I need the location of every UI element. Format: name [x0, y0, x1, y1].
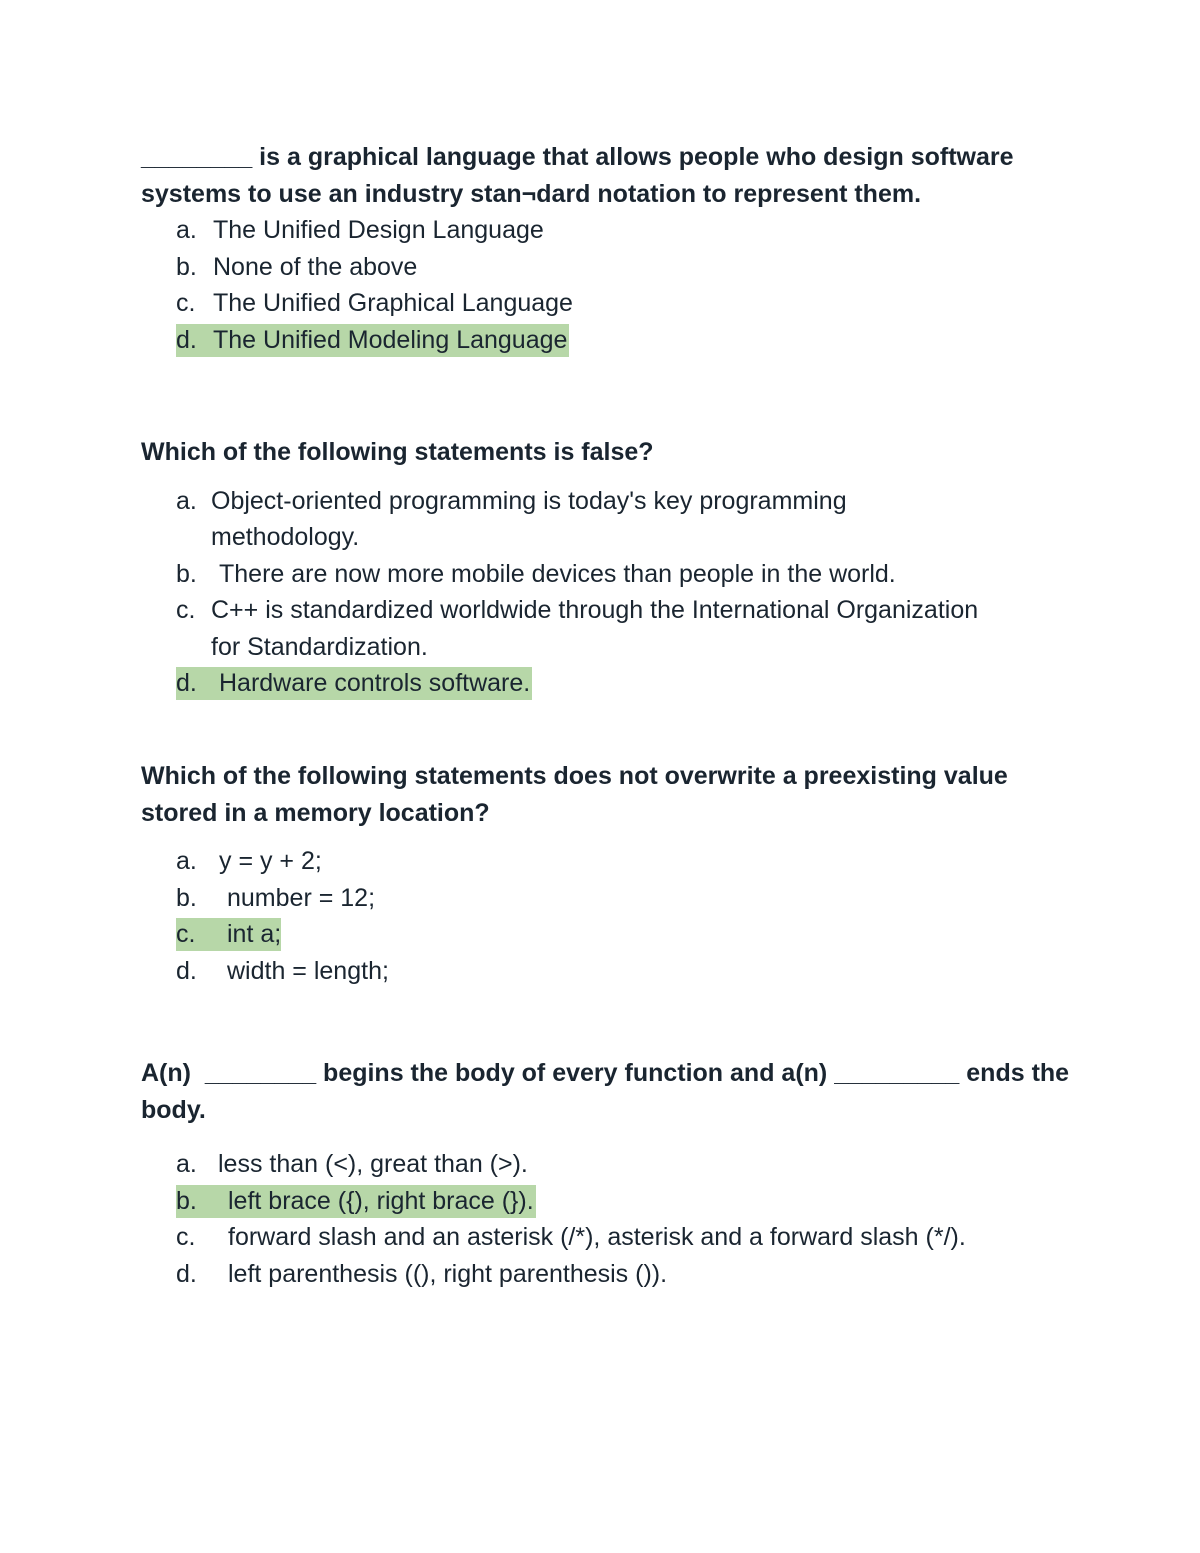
answer-option-a [141, 212, 1071, 249]
option-text: Hardware controls software. [219, 669, 531, 697]
option-marker: b. [176, 559, 197, 588]
question-4 [141, 1055, 1077, 1292]
option-marker: b. [176, 252, 197, 281]
answer-options [141, 212, 1071, 358]
option-text: The Unified Modeling Language [213, 325, 568, 354]
option-marker: d. [176, 325, 197, 354]
option-text: width = length; [227, 956, 389, 985]
question-3 [141, 758, 1071, 989]
answer-option-c [141, 1219, 1071, 1256]
option-marker: d. [176, 669, 197, 697]
answer-option-a [141, 483, 1071, 556]
answer-option-a [141, 843, 1071, 880]
option-marker: c. [176, 1223, 196, 1251]
answer-option-b [141, 249, 1071, 286]
option-marker: d. [176, 956, 197, 985]
option-marker: a. [176, 486, 197, 515]
option-text: less than (<), great than (>). [218, 1150, 528, 1178]
answer-option-b-correct [176, 1183, 1071, 1220]
question-text: Which of the following statements is false? [141, 438, 654, 466]
answer-options [141, 1146, 1071, 1292]
answer-option-d-correct [176, 665, 1071, 702]
answer-option-b [141, 556, 1071, 593]
option-text: y = y + 2; [219, 847, 322, 875]
answer-options [141, 483, 1071, 702]
option-marker: a. [176, 1150, 197, 1178]
answer-options [141, 843, 1071, 989]
question-text: Which of the following statements does not overwrite a preexisting value stored in a memory location? [141, 762, 1008, 827]
option-marker: c. [176, 289, 196, 317]
option-text: number = 12; [227, 883, 376, 912]
option-text: left brace ({), right brace (}). [228, 1186, 534, 1215]
option-text: There are now more mobile devices than people in the world. [219, 559, 896, 588]
option-text: left parenthesis ((), right parenthesis ()). [228, 1259, 668, 1288]
option-text: C++ is standardized worldwide through the International Organization [211, 596, 979, 624]
option-text: None of the above [213, 252, 418, 281]
option-text: int a; [227, 920, 282, 948]
answer-option-d [141, 953, 1071, 990]
answer-option-b [141, 880, 1071, 917]
answer-option-a [141, 1146, 1071, 1183]
answer-option-c [141, 285, 1071, 322]
option-marker: a. [176, 847, 197, 875]
option-marker: d. [176, 1259, 197, 1288]
answer-option-c [141, 592, 1071, 665]
option-text: Object-oriented programming is today's key programming [211, 486, 847, 515]
option-text-continued: for Standardization. [211, 632, 428, 661]
option-marker: c. [176, 920, 196, 948]
option-text-continued: methodology. [211, 523, 360, 551]
option-text: The Unified Design Language [213, 216, 544, 244]
answer-option-d-correct [176, 322, 1071, 359]
option-marker: b. [176, 1186, 197, 1215]
answer-option-d [141, 1256, 1071, 1293]
option-text: The Unified Graphical Language [213, 289, 573, 317]
option-text: forward slash and an asterisk (/*), asterisk and a forward slash (*/). [228, 1223, 966, 1251]
answer-option-c-correct [176, 916, 1071, 953]
question-text: A(n) ________ begins the body of every function and a(n) _________ ends the body. [141, 1059, 1077, 1124]
question-1 [141, 139, 1071, 358]
question-text: ________ is a graphical language that allows people who design software systems to use an industry stan¬dard notation to represent them. [141, 143, 1014, 208]
option-marker: b. [176, 883, 197, 912]
question-2 [141, 434, 1071, 702]
option-marker: c. [176, 596, 196, 624]
option-marker: a. [176, 216, 197, 244]
